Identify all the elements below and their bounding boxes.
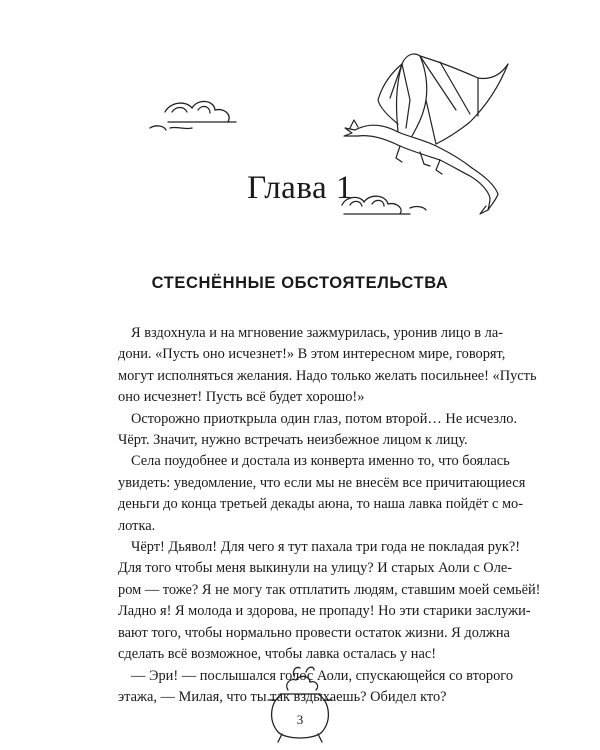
text-line: ром — тоже? Я не могу так отплатить людям, ставшим моей семьёй! — [118, 581, 541, 598]
text-line: могут исполняться желания. Надо только желать посильнее! «Пусть — [118, 367, 537, 384]
page-number: 3 — [296, 712, 304, 727]
chapter-subtitle: СТЕСНЁННЫЕ ОБСТОЯТЕЛЬСТВА — [151, 273, 449, 292]
text-line: оно исчезнет! Пусть всё будет хорошо!» — [118, 389, 365, 406]
text-line: Чёрт. Значит, нужно встречать неизбежное лицом к лицу. — [118, 432, 468, 449]
cloud-icon — [150, 101, 236, 130]
text-line: Для того чтобы меня выкинули на улицу? И старых Аоли с Оле- — [118, 560, 513, 577]
text-line: Я вздохнула и на мгновение зажмурилась, уронив лицо в ла- — [131, 325, 504, 341]
text-line: деньги до конца третьей декады аюна, то наша лавка пойдёт с мо- — [118, 496, 524, 513]
text-line: дони. «Пусть оно исчезнет!» В этом интересном мире, говорят, — [118, 346, 506, 363]
paragraph — [118, 451, 526, 537]
paragraph — [118, 323, 537, 409]
body-text — [118, 323, 541, 708]
chapter-title: Глава 1 — [247, 170, 353, 207]
text-line: лотка. — [118, 517, 156, 534]
paragraph — [118, 409, 518, 452]
text-line: вают того, чтобы нормально провести остаток жизни. Я должна — [118, 624, 510, 641]
text-line: Ладно я! Я молода и здорова, не пропаду! Но эти старики заслужи- — [118, 603, 531, 620]
text-line: Села поудобнее и достала из конверта именно то, что боялась — [131, 453, 510, 470]
text-line: этажа, — Милая, что ты так вздыхаешь? Обидел кто? — [118, 688, 447, 705]
paragraph — [118, 666, 514, 709]
paragraph — [118, 537, 541, 665]
text-line: Осторожно приоткрыла один глаз, потом второй… Не исчезло. — [131, 410, 518, 427]
text-line: Чёрт! Дьявол! Для чего я тут пахала три года не покладая рук?! — [131, 539, 521, 556]
text-line: увидеть: уведомление, что если мы не внесём все причитающиеся — [118, 474, 526, 491]
text-line: сделать всё возможное, чтобы лавка осталась у нас! — [118, 646, 437, 663]
text-line: — Эри! — послышался голос Аоли, спускающейся со второго — [131, 667, 514, 684]
